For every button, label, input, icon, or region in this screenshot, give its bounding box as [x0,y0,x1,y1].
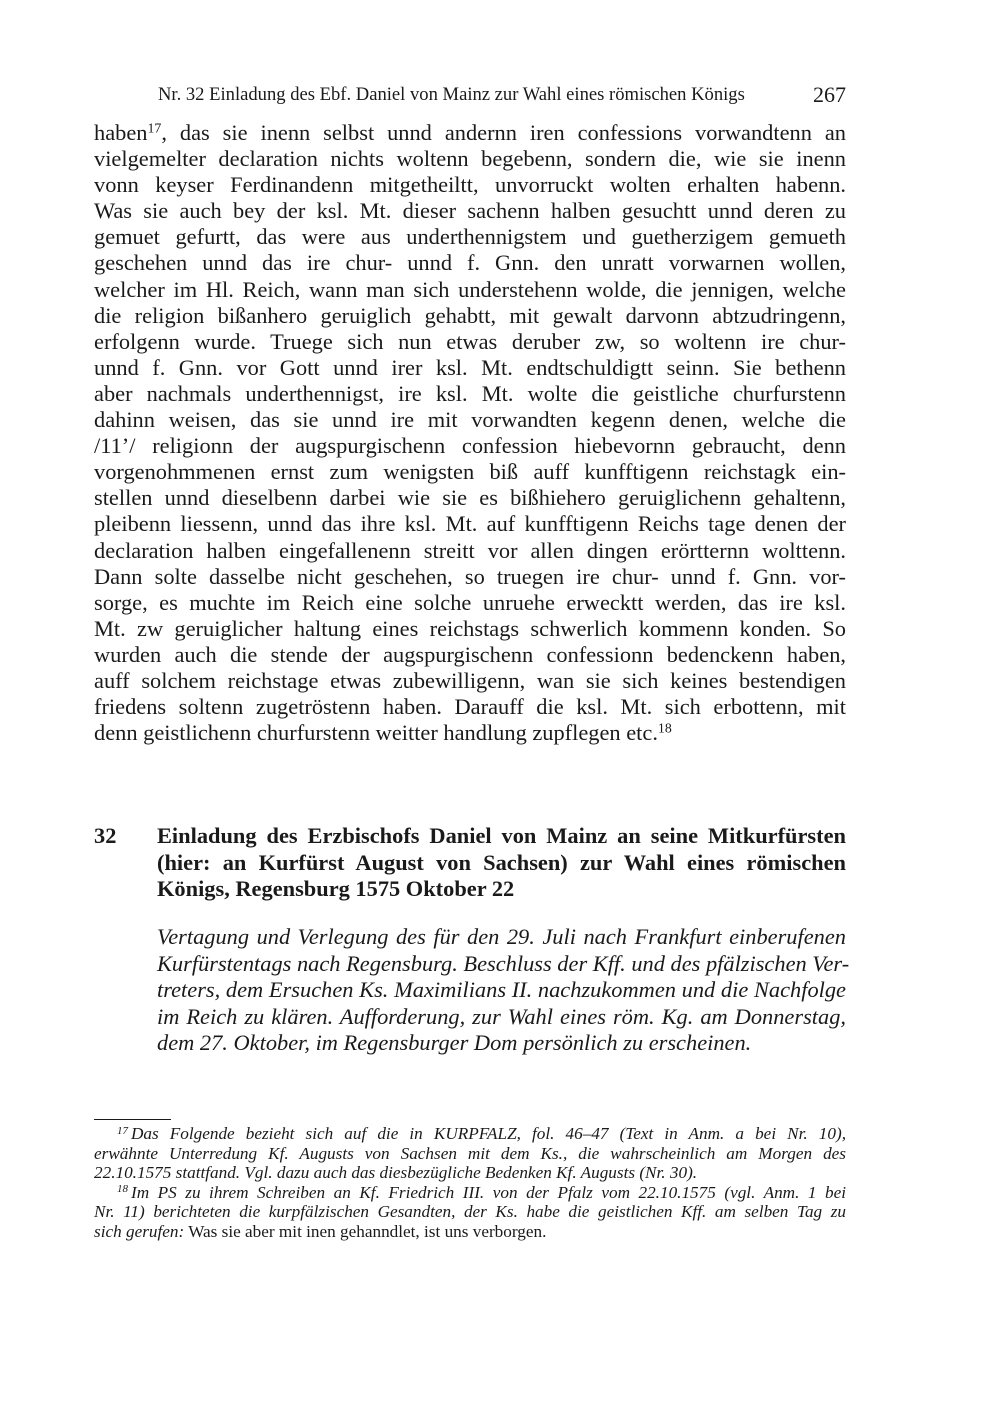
regest-line: dem 27. Oktober, im Regensburger Dom persönlich zu erscheinen. [157,1030,752,1055]
body-line: Dann solte dasselbe nicht geschehen, so truegen ire chur- unnd f. Gnn. vor- [94,563,846,589]
body-line: /11’/ religionn der augspurgischenn confession hiebevornn gebraucht, denn [94,433,846,459]
footnotes [94,1124,846,1242]
body-line: vorgenohmmenen ernst zum wenigsten biß auff kunfftigenn reichstagk ein- [94,459,846,485]
regest-line: im Reich zu klären. Aufforderung, zur Wahl eines röm. Kg. am Donnerstag, [157,1003,846,1029]
footnote-ref-18[interactable]: 18 [657,721,672,737]
body-line: denn geistlichenn churfurstenn weitter handlung zupflegen etc.$^{18}$ [94,720,672,746]
body-line: dahinn weisen, das sie unnd ire mit vorwandten kegenn denen, welche die [94,407,846,433]
footnote-line: Nr. 11) berichteten die kurpfälzischen Gesandten, der Ks. habe die geistlichen Kff. am selben Tag zu [94,1202,846,1222]
document-regest [157,924,850,1057]
body-line: auff solchem reichstage etwas zubewilligenn, wan sie sich keines bestendigen [94,667,846,693]
body-line: die religion bißanhero geruiglich gehabtt, mit gewalt darvonn abtzudringenn, [94,302,846,328]
title-line: Einladung des Erzbischofs Daniel von Mainz an seine Mitkurfürsten [157,823,846,848]
body-line: unnd f. Gnn. vor Gott unnd irer ksl. Mt. endtschuldigtt seinn. Sie bethenn [94,354,846,380]
regest-line: treters, dem Ersuchen Ks. Maximilians II. nachzukommen und die Nachfolge [157,977,846,1002]
footnote-18 [94,1183,846,1242]
body-line: Was sie auch bey der ksl. Mt. dieser sachenn halben gesuchtt unnd deren zu [94,198,846,224]
footnote-line: $^{18}$ Im PS zu ihrem Schreiben an Kf. Friedrich III. von der Pfalz vom 22.10.1575 (vgl. Anm. 1 bei [117,1182,846,1202]
document-number: 32 [94,823,117,848]
body-line: friedens soltenn zugetröstenn haben. Darauff die ksl. Mt. sich erbottenn, mit [94,694,846,720]
body-line: vonn keyser Ferdinandenn mitgetheiltt, unvorruckt wolten erhalten habenn. [94,172,846,198]
continued-text [94,120,846,746]
page-number: 267 [813,82,846,107]
running-head-title: Nr. 32 Einladung des Ebf. Daniel von Mainz zur Wahl eines römischen Königs [158,84,745,105]
regest-line: Kurfürstentags nach Regensburg. Beschluss der Kff. und des pfälzischen Ver- [157,950,850,976]
footnote-17 [94,1124,846,1183]
body-line: aber nachmals underthennigst, ire ksl. Mt. wolte die geistliche churfurstenn [94,380,846,406]
body-line: geschehen unnd das ire chur- unnd f. Gnn. den unratt vorwarnen wollen, [94,250,846,276]
footnote-line: erwähnte Unterredung Kf. Augusts von Sachsen mit dem Ks., die wahrscheinlich am Morgen des [94,1143,846,1163]
body-line: gemuet gefurtt, das were aus underthennigstem und guetherzigem gemueth [94,224,846,250]
body-line: Mt. zw geruiglicher haltung eines reichstags schwerlich kommenn konden. So [94,615,846,641]
footnote-line: 22.10.1575 stattfand. Vgl. dazu auch das diesbezügliche Bedenken Kf. Augusts (Nr. 30). [94,1163,698,1183]
running-head [94,80,846,110]
body-line: erfolgenn wurde. Truege sich nun etwas deruber zw, so woltenn ire chur- [94,328,846,354]
body-line: haben$^{17}$, das sie inenn selbst unnd andernn iren confessions vorwandtenn an [94,120,846,145]
body-line: vielgemelter declaration nichts woltenn begebenn, sondern die, wie sie inenn [94,146,846,172]
footnote-line: sich gerufen: Was sie aber mit inen gehanndlet, ist uns verborgen. [94,1221,547,1241]
footnote-marker: 17 [117,1124,128,1137]
footnote-ref-17[interactable]: 17 [147,121,162,137]
body-line: wurden auch die stende der augspurgischenn confessionn bedenckenn haben, [94,641,846,667]
body-line: pleibenn liessenn, unnd das ihre ksl. Mt. auf kunfftigenn Reichs tage denen der [94,511,846,537]
footnote-divider [94,1119,171,1120]
body-line: declaration halben eingefallenenn streitt vor allen dingen erörtternn wolttenn. [94,537,846,563]
title-line: Königs, Regensburg 1575 Oktober 22 [157,876,515,901]
title-line: (hier: an Kurfürst August von Sachsen) zur Wahl eines römischen [157,849,846,875]
body-line: stellen unnd dieselbenn darbei wie sie es bißhiehero geruiglichenn gehaltenn, [94,485,846,511]
body-line: sorge, es muchte im Reich eine solche unruehe erwecktt werden, das ire ksl. [94,589,846,615]
document-title [157,823,846,903]
footnote-marker: 18 [117,1183,128,1196]
body-line: welcher im Hl. Reich, wann man sich understehenn wolde, die jennigen, welche [94,276,846,302]
regest-line: Vertagung und Verlegung des für den 29. Juli nach Frankfurt einberufenen [157,924,846,949]
footnote-line: $^{17}$ Das Folgende bezieht sich auf die in KURPFALZ, fol. 46–47 (Text in Anm. a bei Nr. 10), [117,1124,846,1143]
